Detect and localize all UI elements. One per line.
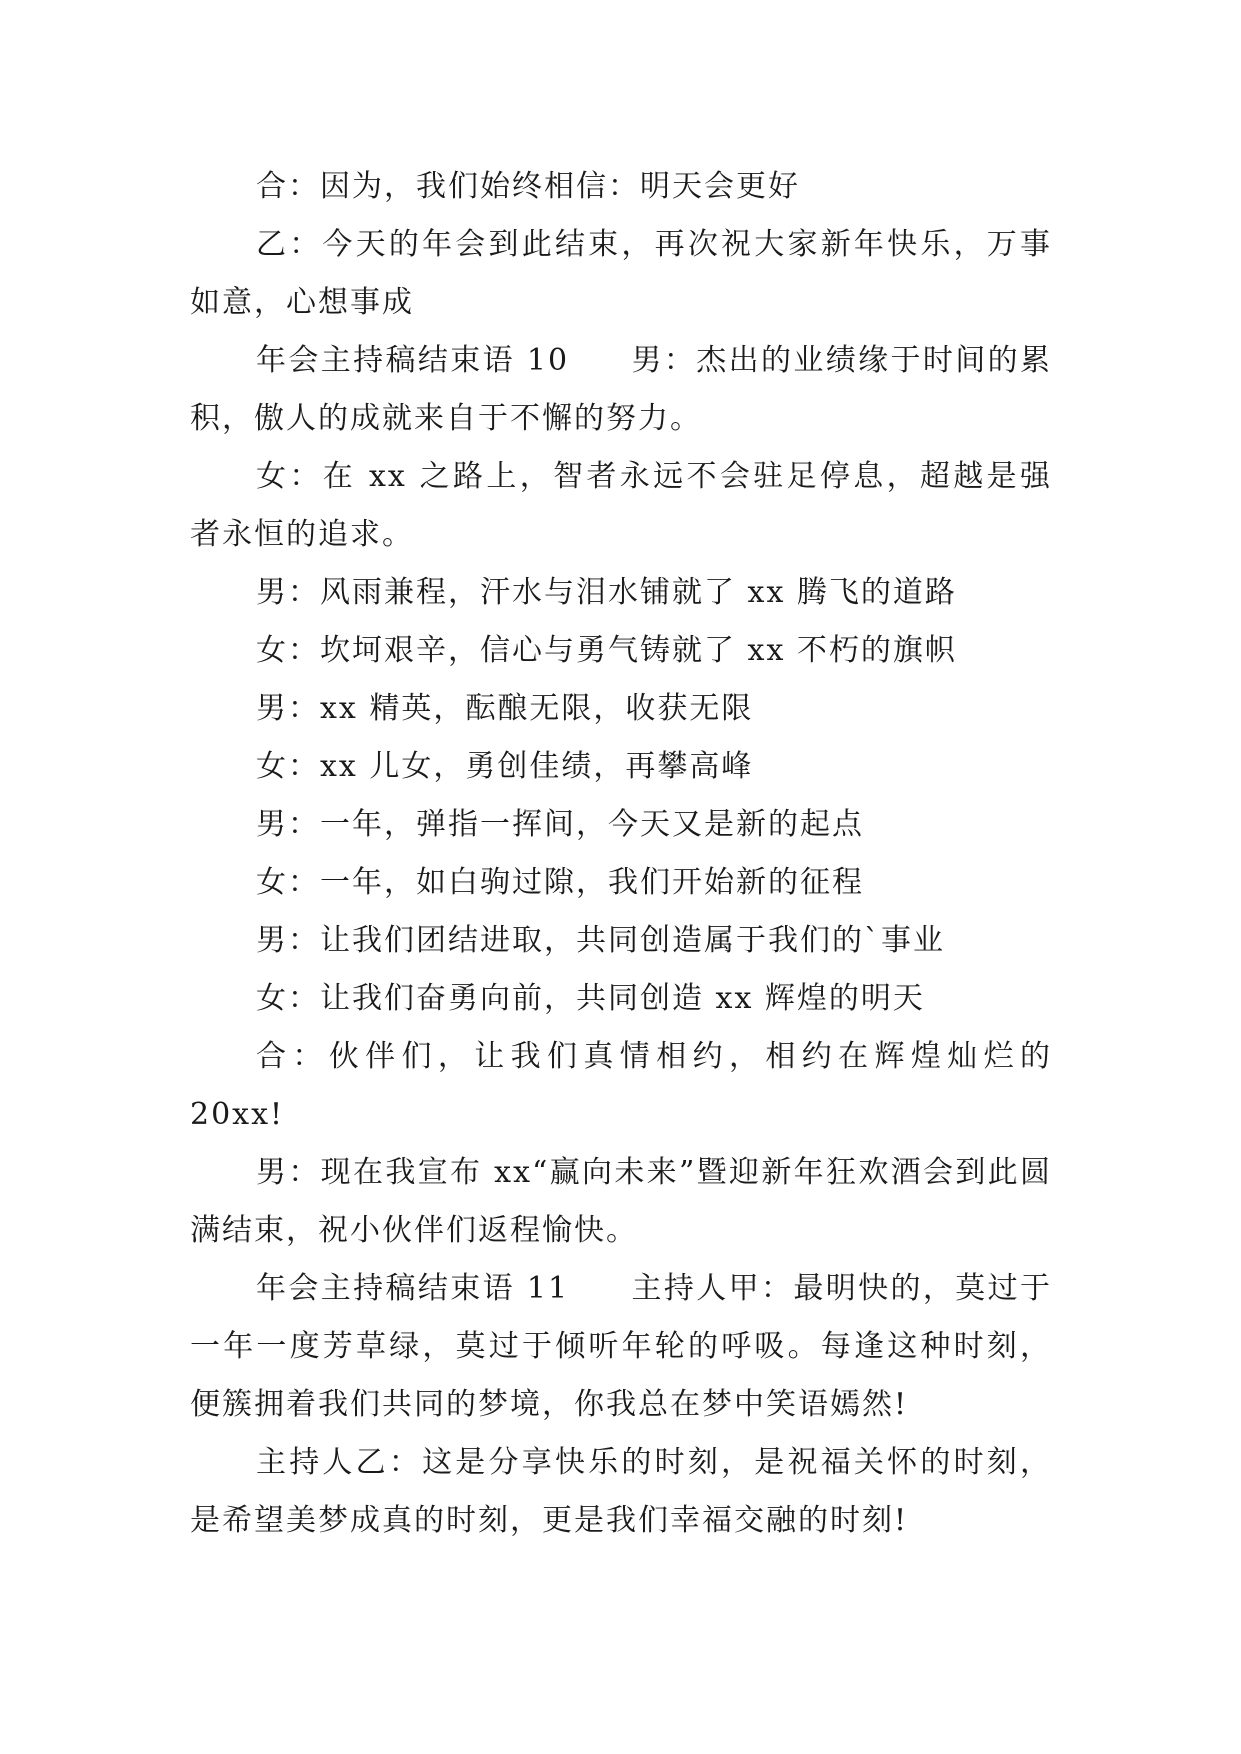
paragraph: 主持人乙：这是分享快乐的时刻，是祝福关怀的时刻，是希望美梦成真的时刻，更是我们幸福交融的时刻!: [190, 1445, 1052, 1538]
section-heading: 年会主持稿结束语 11: [256, 1271, 570, 1306]
paragraph: 男：让我们团结进取，共同创造属于我们的`事业: [256, 923, 945, 958]
document-body: [190, 158, 1052, 1550]
paragraph: 女：xx 儿女，勇创佳绩，再攀高峰: [256, 749, 754, 784]
paragraph: 女：一年，如白驹过隙，我们开始新的征程: [256, 865, 864, 900]
paragraph: [190, 332, 1052, 448]
paragraph: 乙：今天的年会到此结束，再次祝大家新年快乐，万事如意，心想事成: [190, 227, 1052, 320]
paragraph: 男：现在我宣布 xx“赢向未来”暨迎新年狂欢酒会到此圆满结束，祝小伙伴们返程愉快。: [190, 1155, 1052, 1248]
paragraph: 男：风雨兼程，汗水与泪水铺就了 xx 腾飞的道路: [256, 575, 957, 610]
section-heading: 年会主持稿结束语 10: [256, 343, 570, 378]
paragraph-text: 主持人甲：最明快的，莫过于一年一度芳草绿，莫过于倾听年轮的呼吸。每逢这种时刻，便簇拥着我们共同的梦境，你我总在梦中笑语嫣然!: [190, 1271, 1053, 1422]
paragraph: 女：在 xx 之路上，智者永远不会驻足停息，超越是强者永恒的追求。: [190, 459, 1052, 552]
paragraph: [190, 1260, 1052, 1434]
paragraph: 合：因为，我们始终相信：明天会更好: [256, 169, 800, 204]
paragraph: 合：伙伴们，让我们真情相约，相约在辉煌灿烂的20xx!: [190, 1039, 1052, 1132]
paragraph: 男：xx 精英，酝酿无限，收获无限: [256, 691, 754, 726]
paragraph: 女：让我们奋勇向前，共同创造 xx 辉煌的明天: [256, 981, 925, 1016]
paragraph: 男：一年，弹指一挥间，今天又是新的起点: [256, 807, 864, 842]
paragraph-text: 男：杰出的业绩缘于时间的累积，傲人的成就来自于不懈的努力。: [190, 343, 1053, 436]
paragraph: 女：坎坷艰辛，信心与勇气铸就了 xx 不朽的旗帜: [256, 633, 957, 668]
